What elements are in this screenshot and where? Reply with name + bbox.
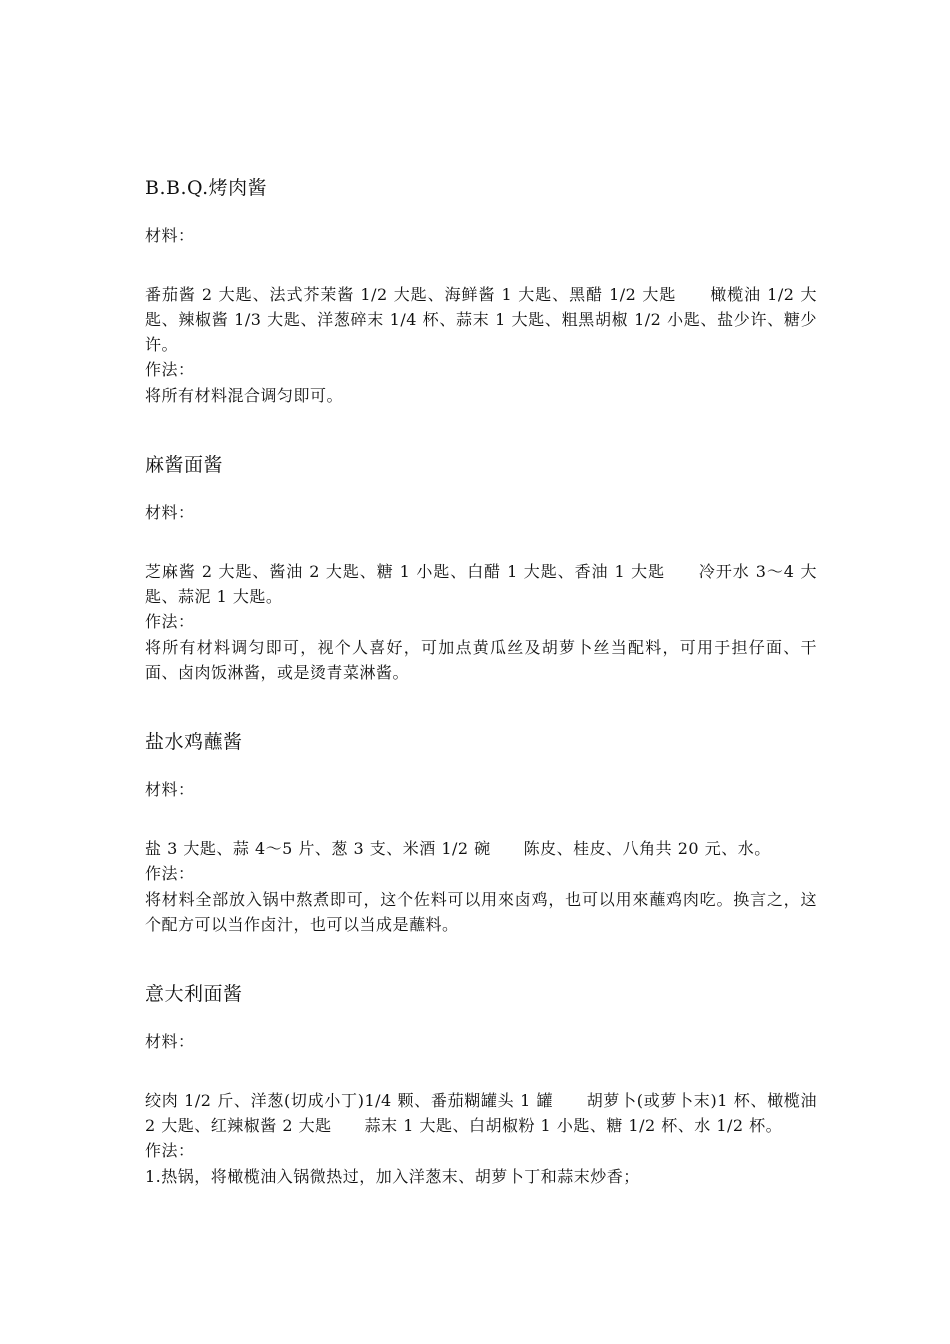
method-label: 作法： xyxy=(145,864,195,883)
recipe-sesame-noodle-sauce xyxy=(145,449,817,685)
ingredients-label: 材料： xyxy=(145,780,195,799)
ingredients-text: 芝麻酱 2 大匙、酱油 2 大匙、糖 1 小匙、白醋 1 大匙、香油 1 大匙 冷开水 3～4 大匙、蒜泥 1 大匙。 xyxy=(145,562,817,606)
recipe-italian-pasta-sauce xyxy=(145,978,817,1189)
recipe-title: 麻酱面酱 xyxy=(145,454,224,476)
ingredients-label: 材料： xyxy=(145,226,195,245)
recipe-title: 意大利面酱 xyxy=(145,983,243,1005)
method-text: 1.热锅，将橄榄油入锅微热过，加入洋葱末、胡萝卜丁和蒜末炒香； xyxy=(145,1167,640,1186)
recipe-salted-chicken-dip xyxy=(145,726,817,937)
ingredients-text: 盐 3 大匙、蒜 4～5 片、葱 3 支、米酒 1/2 碗 陈皮、桂皮、八角共 20 元、水。 xyxy=(145,839,771,858)
ingredients-text: 番茄酱 2 大匙、法式芥茉酱 1/2 大匙、海鲜酱 1 大匙、黑醋 1/2 大匙 橄榄油 1/2 大匙、辣椒酱 1/3 大匙、洋葱碎末 1/4 杯、蒜末 1 大匙、粗黑胡椒 1/2 小匙、盐少许、糖少许。 xyxy=(145,285,817,354)
recipe-bbq-sauce xyxy=(145,172,817,408)
method-label: 作法： xyxy=(145,1141,195,1160)
recipe-title: 盐水鸡蘸酱 xyxy=(145,731,243,753)
ingredients-text: 绞肉 1/2 斤、洋葱(切成小丁)1/4 颗、番茄糊罐头 1 罐 胡萝卜(或萝卜末)1 杯、橄榄油 2 大匙、红辣椒酱 2 大匙 蒜末 1 大匙、白胡椒粉 1 小匙、糖 1/2 杯、水 1/2 杯。 xyxy=(145,1091,817,1135)
method-label: 作法： xyxy=(145,360,195,379)
ingredients-label: 材料： xyxy=(145,1032,195,1051)
method-text: 将所有材料调匀即可，视个人喜好，可加点黄瓜丝及胡萝卜丝当配料，可用于担仔面、干面、卤肉饭淋酱，或是烫青菜淋酱。 xyxy=(145,638,817,682)
method-label: 作法： xyxy=(145,612,195,631)
method-text: 将材料全部放入锅中熬煮即可，这个佐料可以用來卤鸡，也可以用來蘸鸡肉吃。换言之，这个配方可以当作卤汁，也可以当成是蘸料。 xyxy=(145,890,817,934)
method-text: 将所有材料混合调匀即可。 xyxy=(145,386,344,405)
document-content xyxy=(145,172,817,1189)
recipe-title: B.B.Q.烤肉酱 xyxy=(145,177,268,199)
ingredients-label: 材料： xyxy=(145,503,195,522)
